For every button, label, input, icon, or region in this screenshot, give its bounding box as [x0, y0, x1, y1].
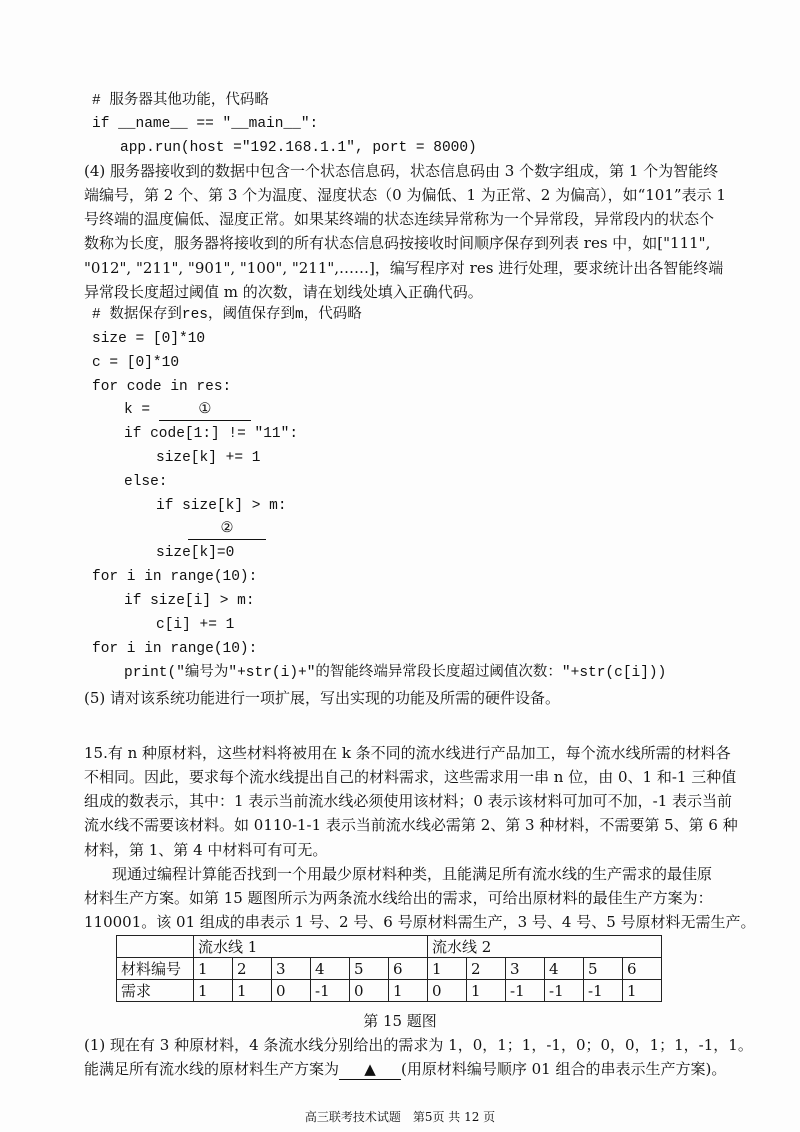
code-line — [124, 400, 251, 421]
q4-text: (4) 服务器接收到的数据中包含一个状态信息码，状态信息码由 3 个数字组成，第 1 个为智能终 — [84, 162, 719, 180]
table-cell: 1 — [389, 980, 428, 1002]
table-cell: 1 — [623, 980, 662, 1002]
code-text: k = — [124, 402, 159, 418]
table-cell: -1 — [506, 980, 545, 1002]
table-cell: -1 — [584, 980, 623, 1002]
table-corner — [117, 936, 194, 958]
row-label: 需求 — [117, 980, 194, 1002]
table-cell: 5 — [350, 958, 389, 980]
code-line: c = [0]*10 — [92, 355, 180, 371]
q15-text: 材料，第 1、第 4 中材料可有可无。 — [84, 841, 328, 859]
q15-text: 不相同。因此，要求每个流水线提出自己的材料需求，这些需求用一串 n 位，由 0、1 和-1 三种值 — [84, 768, 737, 786]
code-line: size = [0]*10 — [92, 331, 206, 347]
code-line: for i in range(10): — [92, 569, 258, 585]
q4-text: 数称为长度，服务器将接收到的所有状态信息码按接收时间顺序保存到列表 res 中，如["111", — [84, 234, 711, 252]
answer-blank-2[interactable] — [188, 519, 266, 540]
table-cell: 0 — [428, 980, 467, 1002]
table-cell: 1 — [194, 980, 233, 1002]
q15-1-text: (1) 现在有 3 种原材料，4 条流水线分别给出的需求为 1，0，1；1，-1，0；0，0，1；1，-1，1。 — [84, 1036, 753, 1054]
code-line: if size[i] > m: — [124, 593, 255, 609]
page-footer: 高三联考技术试题 第5页 共 12 页 — [304, 1110, 496, 1124]
table-cell: -1 — [311, 980, 350, 1002]
q4-text: 号终端的温度偏低、湿度正常。如果某终端的状态连续异常称为一个异常段，异常段内的状态个 — [84, 210, 715, 228]
code-line: print("编号为"+str(i)+"的智能终端异常段长度超过阈值次数："+str(c[i])) — [124, 665, 667, 681]
table-cell: -1 — [545, 980, 584, 1002]
code-line: app.run(host ="192.168.1.1", port = 8000) — [120, 140, 477, 156]
table-cell: 0 — [350, 980, 389, 1002]
material-demand-table — [116, 935, 662, 1002]
code-comment: # 服务器其他功能，代码略 — [92, 93, 269, 109]
pipeline-1-header: 流水线 1 — [194, 936, 428, 958]
table-cell: 3 — [506, 958, 545, 980]
table-cell: 2 — [467, 958, 506, 980]
q5-text: (5) 请对该系统功能进行一项扩展，写出实现的功能及所需的硬件设备。 — [84, 689, 561, 707]
table-cell: 4 — [311, 958, 350, 980]
q4-text: "012", "211", "901", "100", "211",……]，编写程序对 res 进行处理，要求统计出各智能终端 — [84, 259, 724, 277]
code-line: size[k]=0 — [156, 545, 235, 561]
code-line: c[i] += 1 — [156, 617, 235, 633]
table-cell: 0 — [272, 980, 311, 1002]
code-line: if size[k] > m: — [156, 498, 287, 514]
table-cell: 5 — [584, 958, 623, 980]
pipeline-2-header: 流水线 2 — [428, 936, 662, 958]
table-cell: 1 — [428, 958, 467, 980]
code-line: if __name__ == "__main__": — [92, 116, 319, 132]
answer-blank-2-label: ② — [188, 519, 266, 540]
q15-text: 组成的数表示，其中：1 表示当前流水线必须使用该材料；0 表示该材料可加可不加，-1 表示当前 — [84, 792, 733, 810]
table-cell: 6 — [389, 958, 428, 980]
code-line: else: — [124, 474, 168, 490]
q15-1-hint: (用原材料编号顺序 01 组合的串表示生产方案)。 — [401, 1060, 727, 1078]
q15-text: 15.有 n 种原材料，这些材料将被用在 k 条不同的流水线进行产品加工，每个流水线所需的材料各 — [84, 744, 731, 762]
table-cell: 2 — [233, 958, 272, 980]
q4-text: 异常段长度超过阈值 m 的次数，请在划线处填入正确代码。 — [84, 283, 483, 301]
table-row — [117, 980, 662, 1002]
answer-blank-1[interactable]: ① — [159, 400, 251, 421]
code-comment: # 数据保存到res，阈值保存到m，代码略 — [92, 307, 362, 323]
table-cell: 1 — [194, 958, 233, 980]
code-line: for i in range(10): — [92, 641, 258, 657]
table-cell: 1 — [233, 980, 272, 1002]
q15-text: 流水线不需要该材料。如 0110-1-1 表示当前流水线必需第 2、第 3 种材料，不需要第 5、第 6 种 — [84, 816, 738, 834]
q15-1-text — [84, 1059, 726, 1080]
row-label: 材料编号 — [117, 958, 194, 980]
q4-text: 端编号，第 2 个、第 3 个为温度、湿度状态（0 为偏低、1 为正常、2 为偏高），如“101”表示 1 — [84, 186, 726, 204]
code-line: size[k] += 1 — [156, 450, 261, 466]
q15-1-prompt: 能满足所有流水线的原材料生产方案为 — [84, 1060, 340, 1078]
q15-text: 110001。该 01 组成的串表示 1 号、2 号、6 号原材料需生产，3 号、4 号、5 号原材料无需生产。 — [84, 913, 756, 931]
code-line: for code in res: — [92, 379, 232, 395]
answer-blank-q15-1[interactable]: ▲ — [339, 1059, 401, 1080]
q15-text: 材料生产方案。如第 15 题图所示为两条流水线给出的需求，可给出原材料的最佳生产方案为： — [84, 889, 713, 907]
table-row — [117, 958, 662, 980]
figure-caption: 第 15 题图 — [363, 1012, 437, 1030]
code-line: if code[1:] != "11": — [124, 426, 299, 442]
q15-text: 现通过编程计算能否找到一个用最少原材料种类，且能满足所有流水线的生产需求的最佳原 — [112, 865, 713, 883]
table-cell: 3 — [272, 958, 311, 980]
table-cell: 6 — [623, 958, 662, 980]
table-row — [117, 936, 662, 958]
table-cell: 4 — [545, 958, 584, 980]
table-cell: 1 — [467, 980, 506, 1002]
